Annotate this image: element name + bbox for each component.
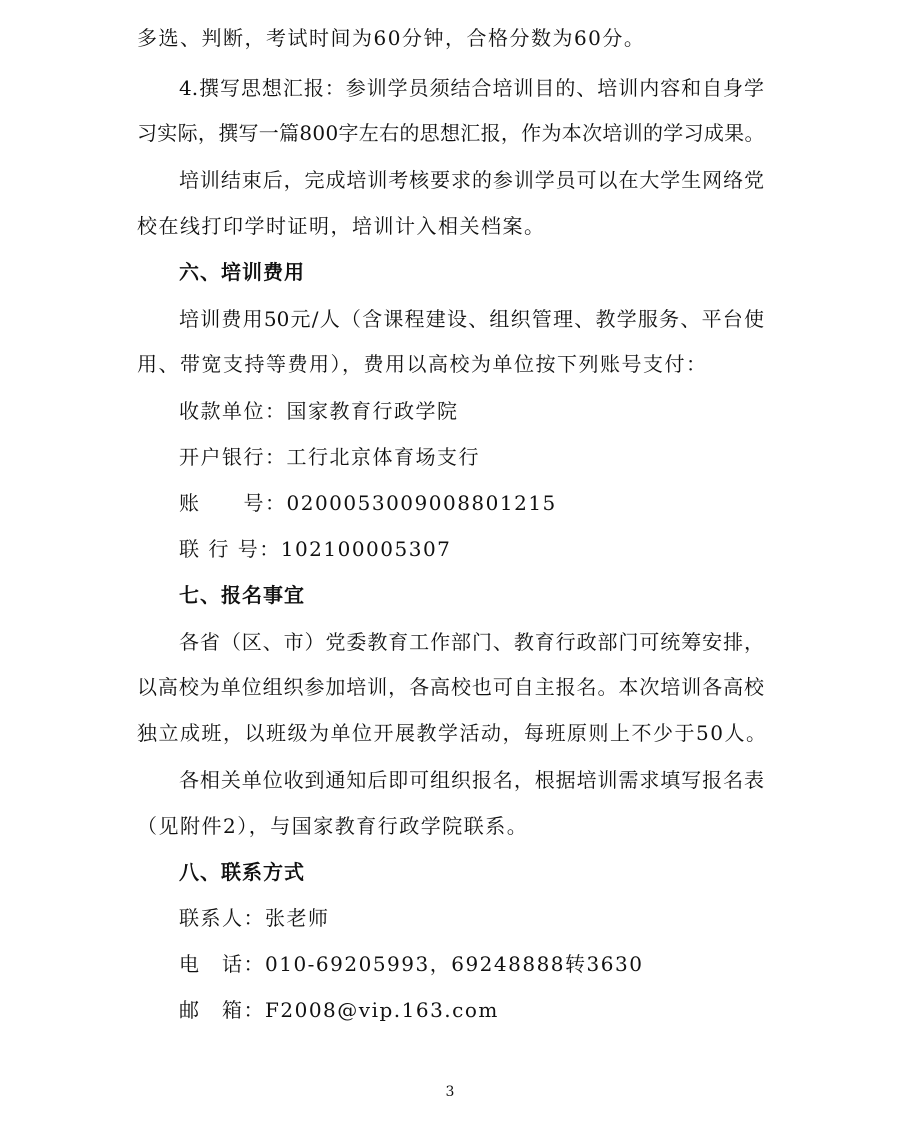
page-number: 3 [445, 1084, 455, 1100]
registration-line-5: （见附件2），与国家教育行政学院联系。 [137, 814, 529, 838]
fee-paragraph-line-1: 培训费用50元/人（含课程建设、组织管理、教学服务、平台使 [179, 307, 764, 331]
after-training-line-1: 培训结束后，完成培训考核要求的参训学员可以在大学生网络党 [179, 168, 764, 192]
exam-text-tail: 多选、判断，考试时间为60分钟，合格分数为60分。 [137, 26, 646, 50]
registration-line-2: 以高校为单位组织参加培训，各高校也可自主报名。本次培训各高校 [137, 675, 764, 699]
contact-person: 联系人：张老师 [179, 906, 330, 930]
section-6-heading: 六、培训费用 [179, 260, 305, 284]
bank: 开户银行：工行北京体育场支行 [179, 445, 480, 469]
after-training-line-2: 校在线打印学时证明，培训计入相关档案。 [137, 214, 546, 238]
registration-line-3: 独立成班，以班级为单位开展教学活动，每班原则上不少于50人。 [137, 721, 768, 745]
contact-email: 邮 箱：F2008@vip.163.com [179, 998, 499, 1022]
account-number: 账 号：0200053009008801215 [179, 491, 557, 515]
registration-line-4: 各相关单位收到通知后即可组织报名，根据培训需求填写报名表 [179, 768, 764, 792]
bank-code: 联 行 号：102100005307 [179, 537, 452, 561]
fee-paragraph-line-2: 用、带宽支持等费用），费用以高校为单位按下列账号支付： [137, 352, 708, 376]
report-paragraph-line-1: 4.撰写思想汇报：参训学员须结合培训目的、培训内容和自身学 [179, 76, 764, 100]
section-7-heading: 七、报名事宜 [179, 583, 305, 607]
report-paragraph-line-2: 习实际，撰写一篇800字左右的思想汇报，作为本次培训的学习成果。 [137, 121, 765, 145]
contact-phone: 电 话：010-69205993，69248888转3630 [179, 952, 644, 976]
section-8-heading: 八、联系方式 [179, 860, 305, 884]
payee: 收款单位：国家教育行政学院 [179, 399, 459, 423]
registration-line-1: 各省（区、市）党委教育工作部门、教育行政部门可统筹安排， [179, 630, 764, 654]
